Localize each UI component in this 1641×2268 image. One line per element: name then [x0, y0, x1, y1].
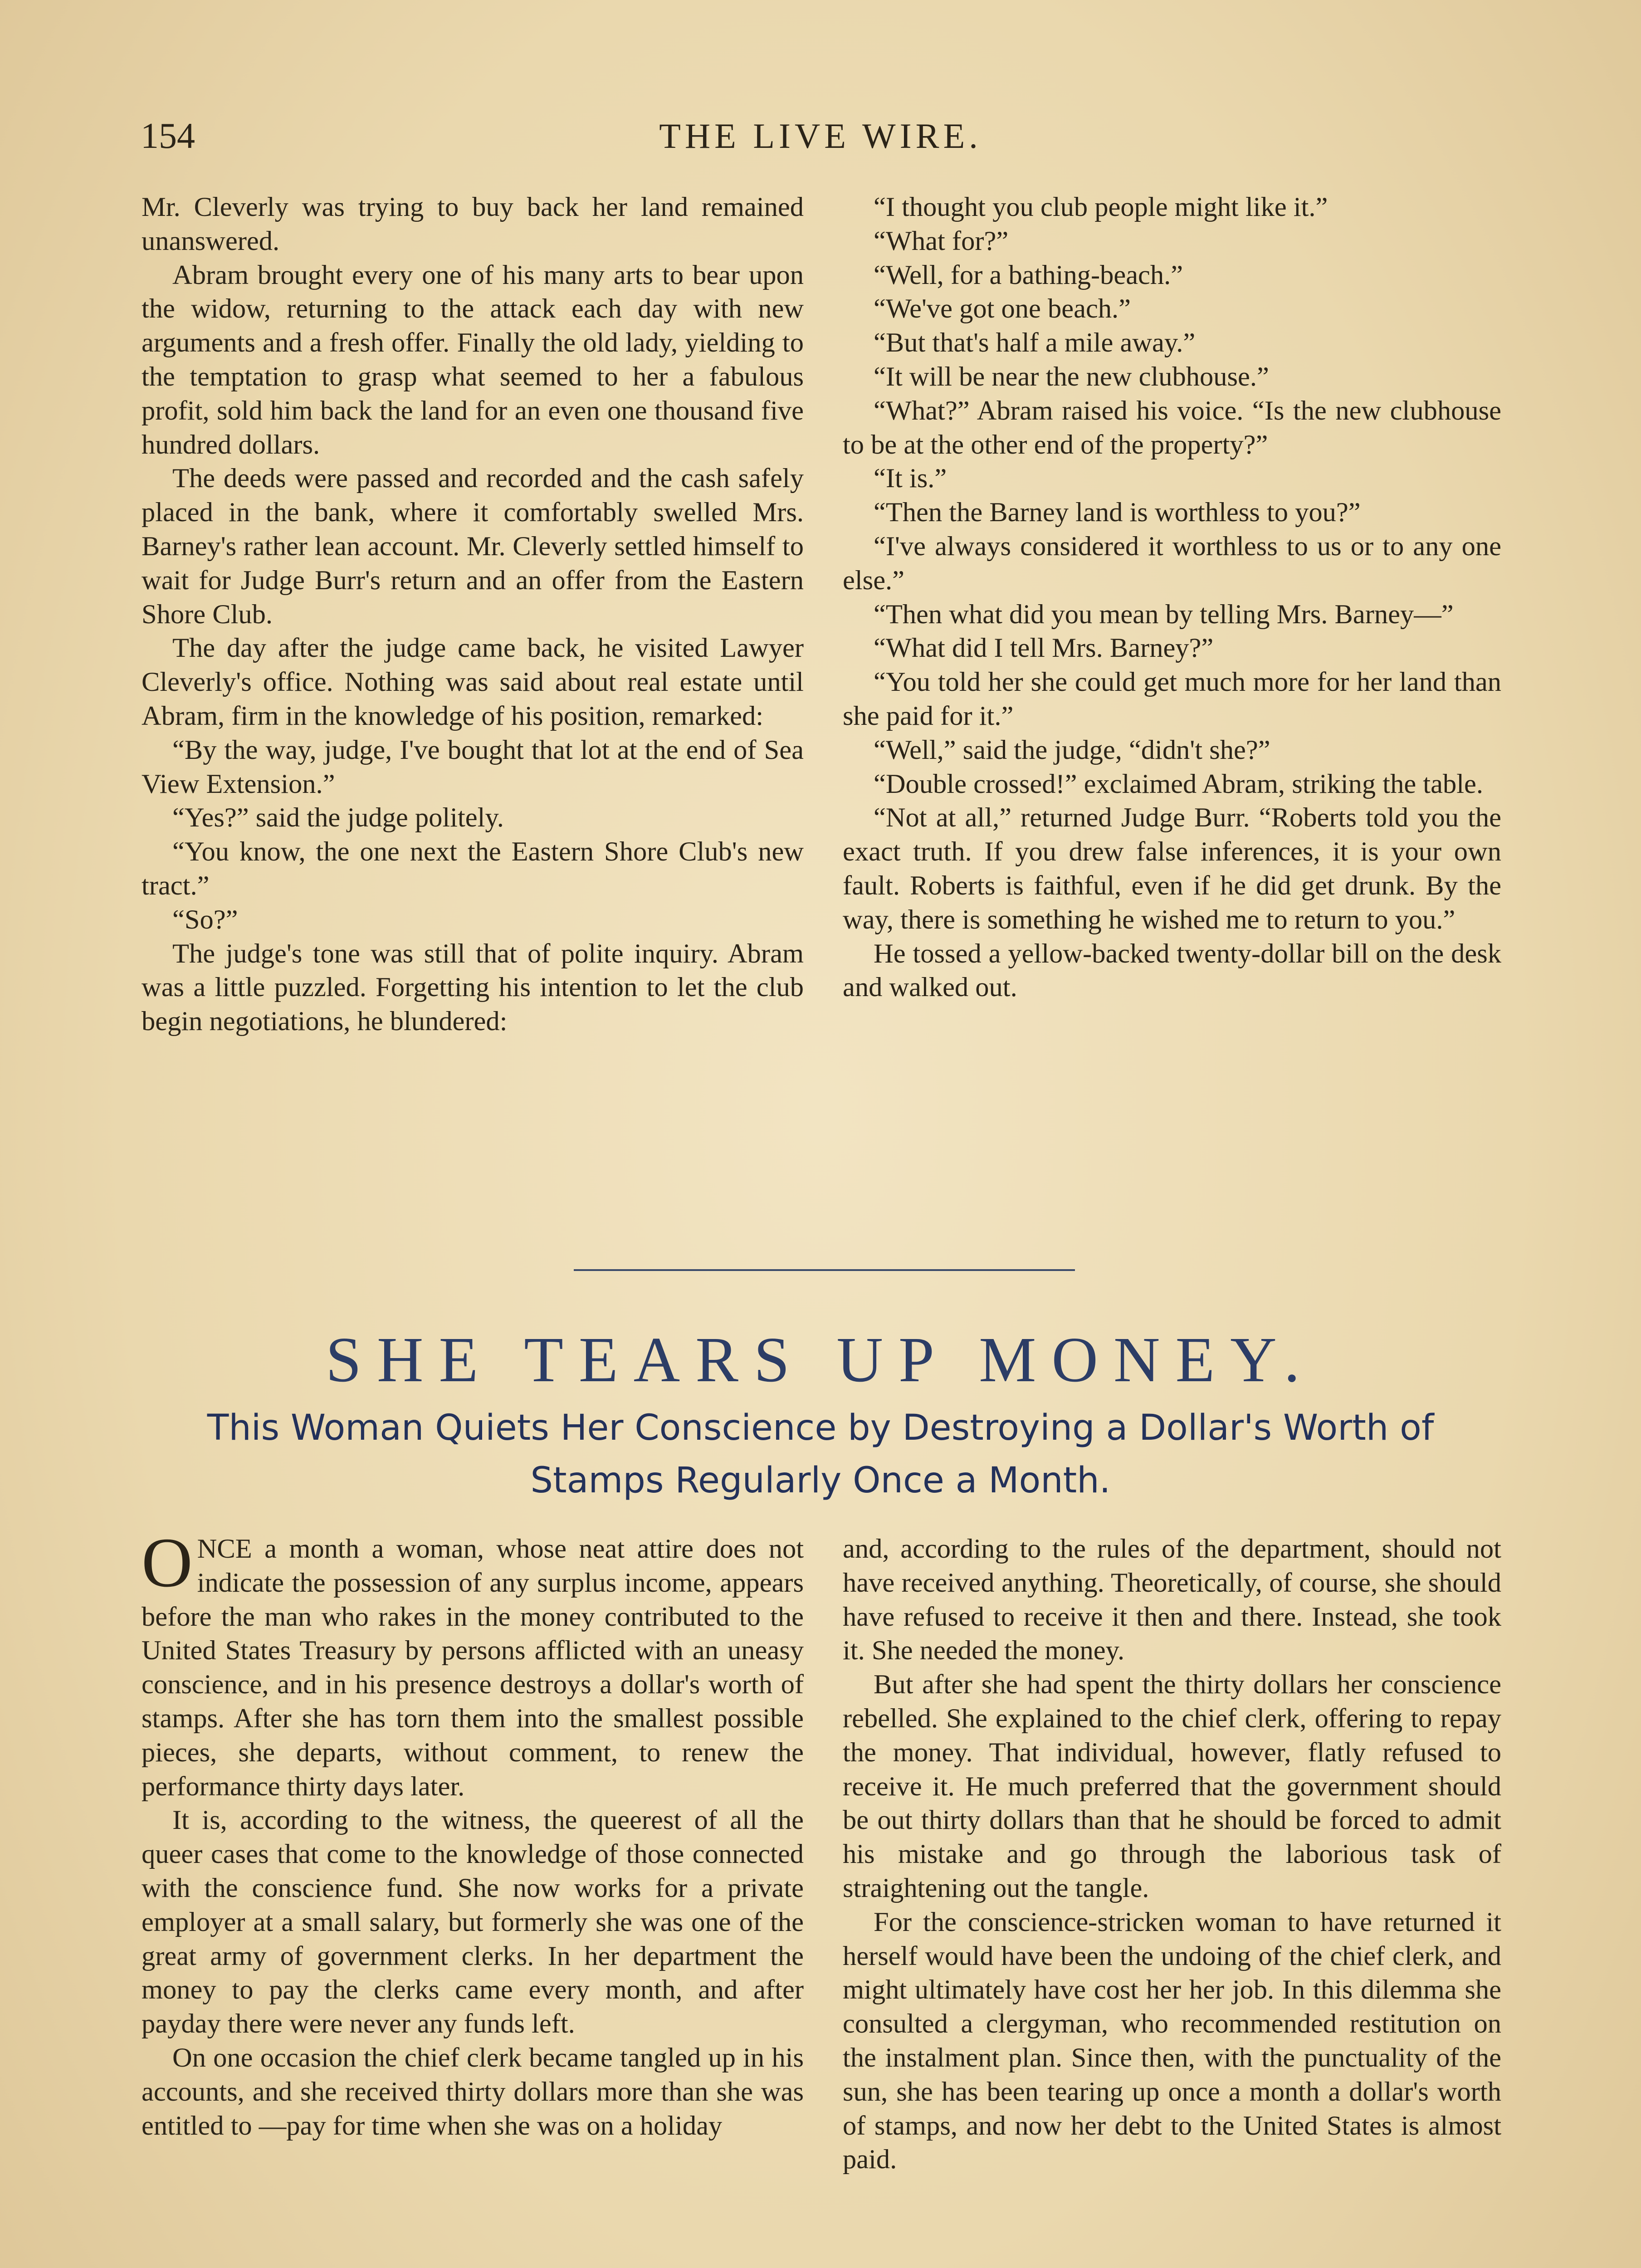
- page-header: [141, 116, 1500, 166]
- paragraph: “Well,” said the judge, “didn't she?”: [874, 734, 1270, 765]
- paragraph: “By the way, judge, I've bought that lot at the end of Sea View Extension.”: [142, 734, 804, 799]
- paragraph: “But that's half a mile away.”: [874, 327, 1196, 358]
- paragraph: On one occasion the chief clerk became tangled up in his accounts, and she received thirty dollars more than she was entitled to —pay for time when she was on a holiday: [142, 2042, 804, 2141]
- paragraph: It is, according to the witness, the queerest of all the queer cases that come to the knowledge of those connected with the conscience fund. She now works for a private employer at a small salary, but formerly she was one of the great army of government clerks. In her department the money to pay the clerks came every month, and after payday there were never any funds left.: [142, 1805, 804, 2039]
- paragraph: “Then what did you mean by telling Mrs. Barney—”: [874, 599, 1454, 630]
- article-headline: SHE TEARS UP MONEY.: [326, 1324, 1315, 1395]
- page-number: 154: [141, 116, 195, 156]
- paragraph: “What did I tell Mrs. Barney?”: [874, 633, 1214, 664]
- paragraph: “You told her she could get much more for her land than she paid for it.”: [843, 667, 1501, 731]
- paragraph: and, according to the rules of the department, should not have received anything. Theoretically, of course, she should have refused to receive it then and there. Instead, she took it. She needed the money.: [843, 1534, 1501, 1666]
- paragraph: Mr. Cleverly was trying to buy back her land remained unanswered.: [142, 192, 804, 256]
- paragraph: The judge's tone was still that of polite inquiry. Abram was a little puzzled. Forgetting his intention to let the club begin negotiations, he blundered:: [142, 938, 804, 1037]
- paragraph: He tossed a yellow-backed twenty-dollar bill on the desk and walked out.: [843, 938, 1501, 1003]
- paragraph: “I thought you club people might like it.”: [874, 192, 1328, 222]
- paragraph: “Double crossed!” exclaimed Abram, striking the table.: [874, 768, 1483, 799]
- article-column-right: [843, 1532, 1501, 2177]
- paragraph: “Then the Barney land is worthless to you?”: [874, 497, 1361, 528]
- paragraph: The deeds were passed and recorded and the cash safely placed in the bank, where it comfortably swelled Mrs. Barney's rather lean account. Mr. Cleverly settled himself to wait for Judge Burr's return and an offer from the Eastern Shore Club.: [142, 463, 804, 630]
- paragraph: “It will be near the new clubhouse.”: [874, 361, 1269, 392]
- paragraph-text: NCE a month a woman, whose neat attire does not indicate the possession of any surplus income, appears before the man who rakes in the money contributed to the United States Treasury by persons afflicted with an uneasy conscience, and in his presence destroys a dollar's worth of stamps. After she has torn them into the smallest possible pieces, she departs, without comment, to renew the performance thirty days later.: [142, 1534, 804, 1802]
- paragraph: Abram brought every one of his many arts to bear upon the widow, returning to the attack each day with new arguments and a fresh offer. Finally the old lady, yielding to the temptation to grasp what seemed to her a fabulous profit, sold him back the land for an even one thousand five hundred dollars.: [142, 259, 804, 460]
- paragraph: “Not at all,” returned Judge Burr. “Roberts told you the exact truth. If you drew false inferences, it is your own fault. Roberts is faithful, even if he did get drunk. By the way, there is something he wished me to return to you.”: [843, 802, 1501, 935]
- paragraph: “What for?”: [874, 225, 1009, 256]
- paragraph: [142, 1523, 804, 1804]
- paragraph: For the conscience-stricken woman to have returned it herself would have been the undoing of the chief clerk, and might ultimately have cost her her job. In this dilemma she consulted a clergyman, who recommended restitution on the instalment plan. Since then, with the punctuality of the sun, she has been tearing up once a month a dollar's worth of stamps, and now her debt to the United States is almost paid.: [843, 1906, 1501, 2175]
- paragraph: “Well, for a bathing-beach.”: [874, 259, 1183, 290]
- article-subheadline: This Woman Quiets Her Conscience by Destroying a Dollar's Worth of Stamps Regularly Once a Month.: [207, 1408, 1434, 1501]
- paragraph: “What?” Abram raised his voice. “Is the new clubhouse to be at the other end of the property?”: [843, 395, 1501, 460]
- drop-cap: O: [142, 1523, 193, 1602]
- paragraph: “I've always considered it worthless to us or to any one else.”: [843, 531, 1501, 596]
- running-title: THE LIVE WIRE.: [659, 116, 982, 156]
- paragraph: “We've got one beach.”: [874, 293, 1131, 324]
- paragraph: “It is.”: [874, 463, 947, 494]
- paragraph: But after she had spent the thirty dollars her conscience rebelled. She explained to the chief clerk, offering to repay the money. That individual, however, flatly refused to receive it. He much preferred that the government should be out thirty dollars than that he should be forced to admit his mistake and go through the laborious task of straightening out the tangle.: [843, 1669, 1501, 1903]
- paragraph: “So?”: [172, 904, 238, 935]
- section-divider: [574, 1269, 1075, 1271]
- story-column-left: [142, 191, 804, 1039]
- story-column-right: [843, 191, 1501, 1005]
- paragraph: “Yes?” said the judge politely.: [172, 802, 504, 833]
- paragraph: The day after the judge came back, he visited Lawyer Cleverly's office. Nothing was said about real estate until Abram, firm in the knowledge of his position, remarked:: [142, 633, 804, 731]
- article-column-left: [142, 1523, 804, 2143]
- paragraph: “You know, the one next the Eastern Shore Club's new tract.”: [142, 836, 804, 901]
